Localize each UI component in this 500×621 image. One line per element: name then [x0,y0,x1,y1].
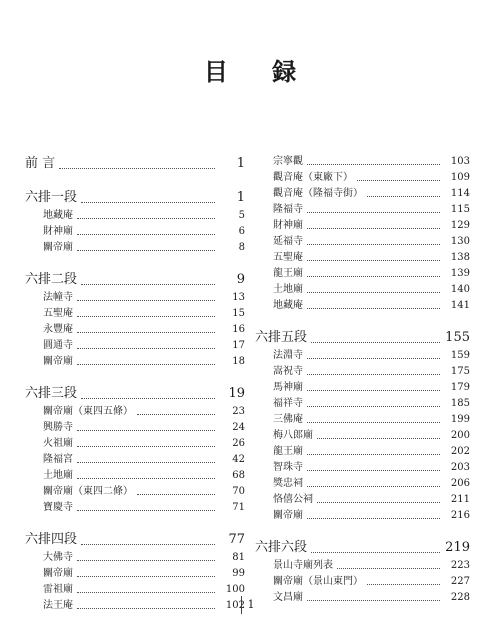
toc-entry-label: 前 言 [25,156,56,171]
toc-entry[interactable] [255,380,470,396]
toc-entry-page: 223 [450,560,470,571]
toc-entry-page: 13 [232,292,245,303]
toc-entry-label: 文昌廟 [273,592,303,603]
toc-entry-label: 圓通寺 [43,340,73,351]
toc-entry[interactable] [255,492,470,508]
toc-entry-page: 203 [450,462,470,473]
toc-entry-label: 興勝寺 [43,422,73,433]
toc-entry-page: 42 [232,454,245,465]
dot-leader [77,510,215,511]
toc-entry[interactable] [25,550,245,566]
toc-entry[interactable] [255,348,470,364]
toc-entry[interactable] [25,404,245,420]
toc-entry-page: 175 [450,366,470,377]
toc-entry-page: 17 [232,340,245,351]
toc-entry[interactable] [25,306,245,322]
toc-entry[interactable] [255,476,470,492]
toc-entry-label: 關帝廟（景山東門） [273,576,363,587]
toc-entry-page: 219 [445,540,470,555]
toc-entry-label: 觀音庵（隆福寺街） [273,188,363,199]
toc-entry-page: 199 [450,414,470,425]
toc-entry-page: 24 [232,422,245,433]
toc-entry[interactable] [255,170,470,186]
toc-entry-page: 200 [450,430,470,441]
toc-entry-label: 宗寧觀 [273,156,303,167]
toc-entry-page: 99 [232,568,245,579]
toc-left-column [25,154,245,614]
dot-leader [311,552,440,553]
toc-entry-page: 228 [450,592,470,603]
toc-entry[interactable] [25,468,245,484]
toc-entry-page: 1 [236,190,245,205]
toc-entry-page: 185 [450,398,470,409]
dot-leader [307,422,440,423]
toc-entry[interactable] [255,266,470,282]
dot-leader [137,414,215,415]
toc-entry-label: 永豐庵 [43,324,73,335]
toc-entry[interactable] [255,298,470,314]
toc-entry-page: 140 [450,284,470,295]
toc-entry-page: 155 [445,330,470,345]
toc-entry-label: 六排一段 [25,190,78,205]
dot-leader [77,300,215,301]
toc-entry-label: 五聖庵 [273,252,303,263]
toc-right-column [255,154,470,606]
toc-entry-page: 68 [232,470,245,481]
section-gap [25,174,245,188]
toc-entry[interactable] [255,234,470,250]
toc-entry-label: 雷祖廟 [43,584,73,595]
toc-entry-label: 六排三段 [25,386,78,401]
toc-entry[interactable] [25,452,245,468]
dot-leader [77,608,215,609]
toc-entry[interactable] [25,484,245,500]
toc-entry-label: 關帝廟（東四二條） [43,486,133,497]
toc-entry[interactable] [25,566,245,582]
toc-entry-page: 179 [450,382,470,393]
toc-entry-page: 6 [238,226,245,237]
dot-leader [307,374,440,375]
toc-entry[interactable] [255,460,470,476]
dot-leader [307,358,440,359]
toc-entry-label: 梅八郎廟 [273,430,313,441]
toc-entry[interactable] [25,290,245,306]
toc-entry[interactable] [25,582,245,598]
toc-entry-label: 三佛庵 [273,414,303,425]
toc-entry[interactable] [255,202,470,218]
dot-leader [77,462,215,463]
toc-entry-label: 地藏庵 [43,210,73,221]
dot-leader [77,234,215,235]
toc-entry-label: 六排四段 [25,532,78,547]
dot-leader [307,390,440,391]
page-number: 1 [241,596,260,614]
toc-entry[interactable] [255,574,470,590]
toc-entry-page: 71 [232,502,245,513]
toc-entry-label: 隆福寺 [273,204,303,215]
toc-entry-label: 法淵寺 [273,350,303,361]
toc-entry-page: 139 [450,268,470,279]
toc-entry-page: 8 [238,242,245,253]
toc-entry-label: 龍王廟 [273,268,303,279]
toc-entry-label: 智珠寺 [273,462,303,473]
toc-entry-page: 129 [450,220,470,231]
toc-section-heading[interactable] [25,270,245,290]
toc-entry-page: 114 [450,188,470,199]
toc-entry[interactable] [255,250,470,266]
dot-leader [307,228,440,229]
dot-leader [81,544,215,545]
toc-entry-label: 觀音庵（東廠下） [273,172,353,183]
dot-leader [307,292,440,293]
section-gap [25,516,245,530]
dot-leader [317,438,440,439]
toc-entry-page: 18 [232,356,245,367]
section-gap [255,524,470,538]
toc-entry-label: 關帝廟 [43,568,73,579]
toc-entry-page: 100 [225,584,245,595]
toc-entry[interactable] [255,412,470,428]
toc-entry[interactable] [25,240,245,256]
toc-entry-label: 馬神廟 [273,382,303,393]
toc-entry-label: 關帝廟 [43,356,73,367]
dot-leader [307,486,440,487]
toc-entry-label: 關帝廟（東四五條） [43,406,133,417]
dot-leader [307,518,440,519]
toc-entry-label: 火祖廟 [43,438,73,449]
section-gap [255,314,470,328]
toc-entry-page: 26 [232,438,245,449]
dot-leader [307,164,440,165]
toc-entry-label: 地藏庵 [273,300,303,311]
toc-entry-page: 15 [232,308,245,319]
toc-entry-page: 77 [228,532,245,547]
toc-entry[interactable] [25,338,245,354]
toc-entry-page: 5 [238,210,245,221]
toc-entry-label: 土地廟 [43,470,73,481]
toc-entry[interactable] [255,428,470,444]
toc-entry-page: 81 [232,552,245,563]
dot-leader [367,584,440,585]
dot-leader [311,342,440,343]
toc-section-heading[interactable] [25,154,245,174]
toc-entry-label: 隆福宮 [43,454,73,465]
toc-entry-page: 130 [450,236,470,247]
dot-leader [81,398,215,399]
toc-entry-page: 23 [232,406,245,417]
dot-leader [317,502,440,503]
toc-entry-label: 土地廟 [273,284,303,295]
toc-entry-label: 法王庵 [43,600,73,611]
dot-leader [77,348,215,349]
toc-entry-label: 大佛寺 [43,552,73,563]
toc-entry-label: 延福寺 [273,236,303,247]
toc-entry-label: 獎忠祠 [273,478,303,489]
toc-entry-page: 115 [450,204,470,215]
toc-section-heading[interactable] [255,538,470,558]
toc-entry-label: 景山寺廟列表 [273,560,333,571]
toc-entry-label: 六排五段 [255,330,308,345]
toc-entry-page: 216 [450,510,470,521]
toc-section-heading[interactable] [25,384,245,404]
dot-leader [307,276,440,277]
toc-entry[interactable] [255,558,470,574]
toc-entry-label: 五聖庵 [43,308,73,319]
toc-entry[interactable] [255,590,470,606]
toc-entry[interactable] [25,436,245,452]
toc-entry[interactable] [25,420,245,436]
dot-leader [307,406,440,407]
dot-leader [307,244,440,245]
toc-entry-label: 財神廟 [43,226,73,237]
toc-section-heading[interactable] [255,328,470,348]
toc-entry-page: 16 [232,324,245,335]
toc-entry-page: 141 [450,300,470,311]
toc-entry-label: 法幢寺 [43,292,73,303]
toc-entry[interactable] [255,282,470,298]
section-gap [25,370,245,384]
toc-entry-label: 寶慶寺 [43,502,73,513]
toc-section-heading[interactable] [25,530,245,550]
dot-leader [77,218,215,219]
toc-entry-page: 19 [228,386,245,401]
toc-entry-page: 206 [450,478,470,489]
dot-leader [77,446,215,447]
dot-leader [137,494,215,495]
toc-entry-label: 嵩祝寺 [273,366,303,377]
toc-entry-page: 202 [450,446,470,457]
toc-entry-page: 102 [225,600,245,611]
dot-leader [81,202,215,203]
toc-entry[interactable] [25,224,245,240]
toc-entry-page: 211 [450,494,470,505]
dot-leader [307,212,440,213]
toc-entry[interactable] [255,396,470,412]
toc-entry-label: 龍王廟 [273,446,303,457]
toc-entry-label: 六排二段 [25,272,78,287]
page-title: 目 録 [203,57,315,86]
toc-entry[interactable] [25,500,245,516]
toc-entry-page: 159 [450,350,470,361]
dot-leader [77,478,215,479]
dot-leader [77,430,215,431]
toc-entry-label: 六排六段 [255,540,308,555]
dot-leader [77,560,215,561]
toc-entry-page: 9 [236,272,245,287]
dot-leader [77,316,215,317]
toc-entry-page: 138 [450,252,470,263]
dot-leader [77,332,215,333]
toc-entry[interactable] [255,444,470,460]
section-gap [25,256,245,270]
toc-entry-label: 財神廟 [273,220,303,231]
toc-entry[interactable] [255,218,470,234]
toc-entry[interactable] [255,508,470,524]
dot-leader [81,284,215,285]
toc-entry-page: 1 [236,156,245,171]
dot-leader [307,308,440,309]
dot-leader [307,600,440,601]
toc-entry[interactable] [25,354,245,370]
toc-section-heading[interactable] [25,188,245,208]
dot-leader [59,168,215,169]
dot-leader [337,568,440,569]
toc-entry[interactable] [25,322,245,338]
dot-leader [77,576,215,577]
dot-leader [77,250,215,251]
toc-entry[interactable] [255,154,470,170]
dot-leader [357,180,440,181]
toc-entry-label: 恪僖公祠 [273,494,313,505]
dot-leader [367,196,440,197]
toc-entry-page: 103 [450,156,470,167]
toc-entry-page: 109 [450,172,470,183]
toc-entry-page: 70 [232,486,245,497]
toc-entry-label: 福祥寺 [273,398,303,409]
toc-entry-label: 關帝廟 [273,510,303,521]
toc-entry[interactable] [25,598,245,614]
dot-leader [77,592,215,593]
toc-entry-label: 關帝廟 [43,242,73,253]
dot-leader [307,470,440,471]
toc-entry[interactable] [25,208,245,224]
dot-leader [307,260,440,261]
toc-entry[interactable] [255,364,470,380]
toc-entry[interactable] [255,186,470,202]
toc-entry-page: 227 [450,576,470,587]
dot-leader [307,454,440,455]
dot-leader [77,364,215,365]
